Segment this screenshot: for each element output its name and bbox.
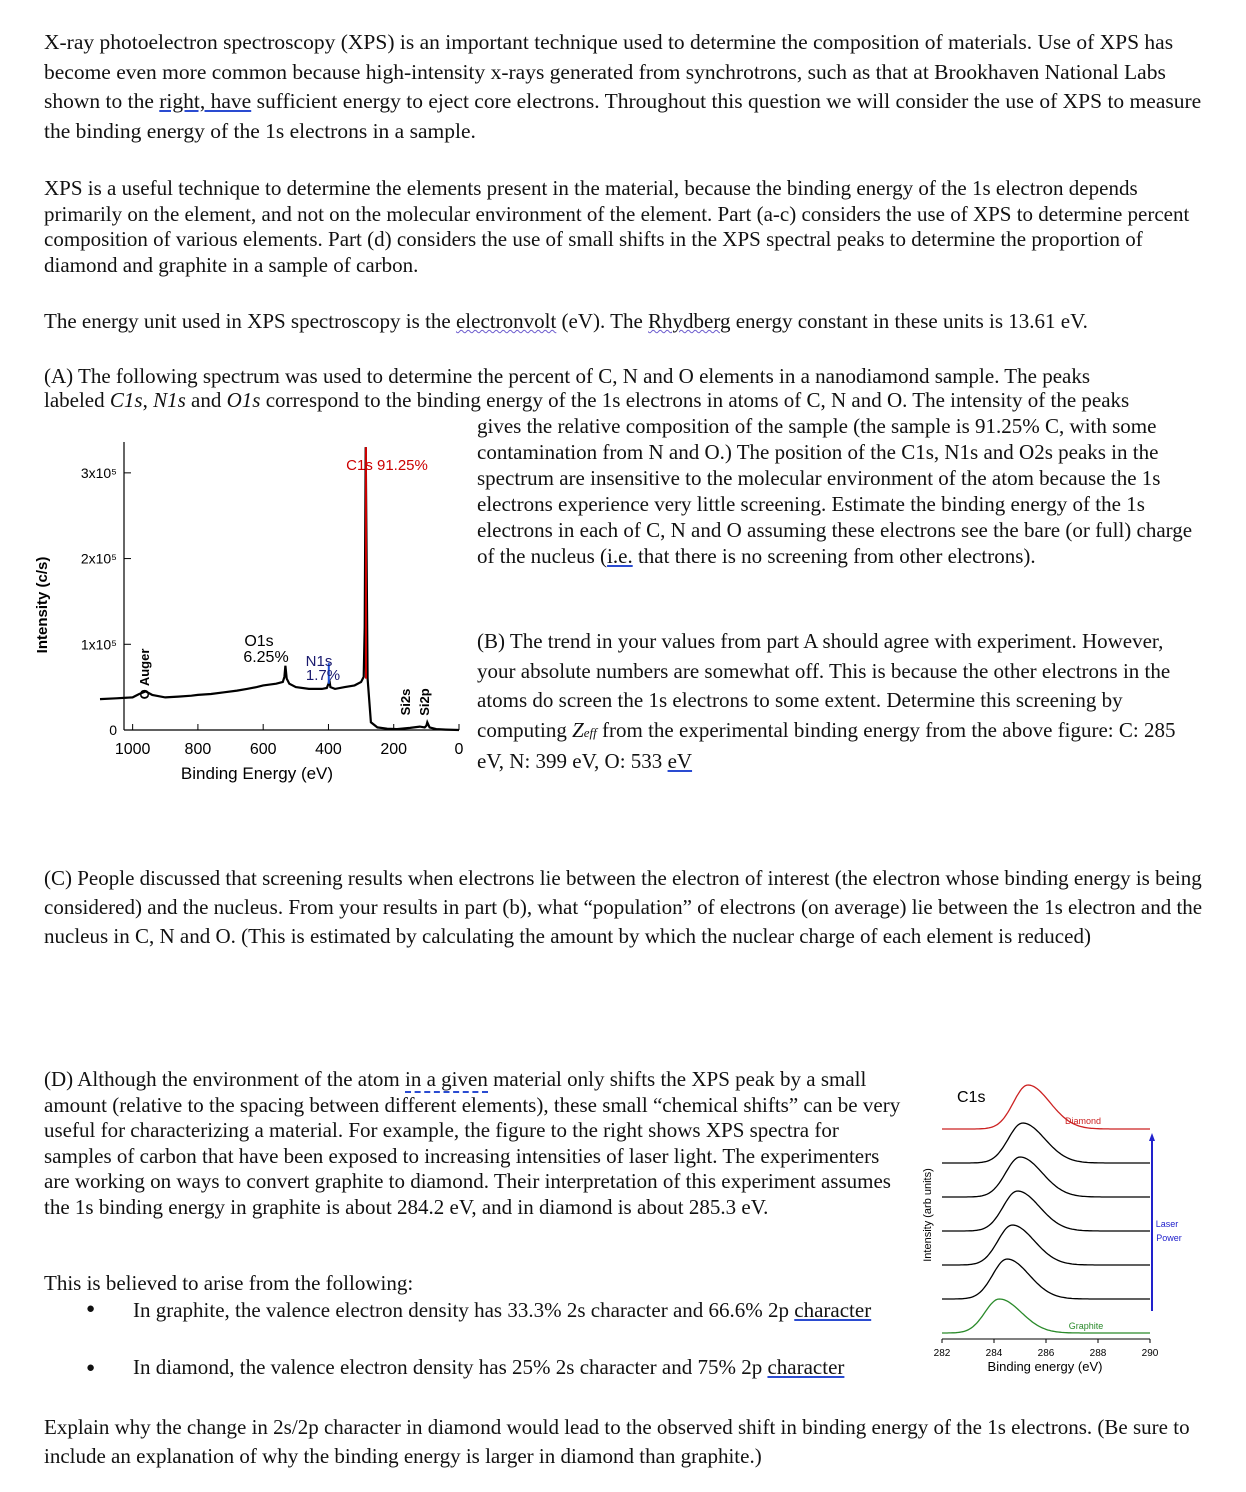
chart1-y-tick-label: 2x10⁵ <box>80 550 117 567</box>
part-d-text <box>44 1067 906 1220</box>
xps-spectrum-chart <box>0 430 475 790</box>
part-a-line-2: labeled C1s, N1s and O1s correspond to the binding energy of the 1s electrons in atoms of C, N and O. The intensity of the peaks <box>44 388 1130 412</box>
chart1-x-tick-label: 400 <box>315 741 342 758</box>
bullet-2-link[interactable]: character <box>767 1355 845 1379</box>
bullet-1-main: In graphite, the valence electron density has 33.3% 2s character and 66.6% 2p <box>133 1298 795 1322</box>
n1s-annotation: N1s <box>305 653 333 670</box>
part-a-labeled: labeled <box>44 388 110 412</box>
chart1-y-tick-label: 1x10⁵ <box>80 636 117 653</box>
part-d-believed <box>44 1270 904 1297</box>
chart1-x-tick-label: 600 <box>249 741 277 758</box>
part-a-line-1-text: (A) The following spectrum was used to determine the percent of C, N and O elements in a nanodiamond sample. The peaks <box>44 364 1091 388</box>
believed-text: This is believed to arise from the following: <box>44 1271 414 1295</box>
bullet-dot-1 <box>86 1296 95 1323</box>
diamond-label: Diamond <box>1064 1116 1102 1126</box>
word-electronvolt: electronvolt <box>455 309 557 333</box>
chart2-y-title: Intensity (arb units) <box>922 1168 934 1262</box>
part-a-side-main: gives the relative composition of the sample (the sample is 91.25% C, with some contamination from N and O.) The position of the C1s, N1s and O2s peaks in the spectrum are insensitive to the molecular environment of the atom because the 1s electrons experience very little screening. Estimate the binding energy of the 1s electrons in each of C, N and O assuming these electrons see the bare (or full) charge of the nucleus ( <box>477 414 1193 568</box>
part-a-side-end: that there is no screening from other electrons). <box>632 544 1036 568</box>
part-a-side-text <box>477 413 1207 569</box>
bullet-1-link[interactable]: character <box>794 1298 872 1322</box>
si2s-annotation: Si2s <box>398 688 413 716</box>
chart1-x-tick-label: 1000 <box>114 741 151 758</box>
chart2-x-tick-label: 288 <box>1089 1348 1107 1359</box>
o1s-label: O1s <box>226 388 261 412</box>
intro-paragraph-2 <box>44 176 1204 278</box>
word-rhydberg: Rhydberg <box>648 309 731 333</box>
chart1-axes <box>124 442 458 730</box>
intro-p3-text-c: energy constant in these units is 13.61 eV. <box>730 309 1088 333</box>
o1s-percent-annotation: 6.25% <box>243 649 289 666</box>
chart2-x-tick-label: 290 <box>1141 1348 1159 1359</box>
in-a-given-link[interactable]: in a given <box>405 1067 488 1091</box>
part-b-values: from the experimental binding energy from the above figure: C: 285 eV, N: 399 eV, O: 533 <box>477 717 1176 773</box>
chart2-x-tick-label: 284 <box>985 1348 1003 1359</box>
intro-p3-text-b: (eV). The <box>556 309 649 333</box>
intro-paragraph-1 <box>44 28 1204 146</box>
chart1-x-tick-label: 0 <box>454 741 464 758</box>
part-b-main: (B) The trend in your values from part A should agree with experiment. However, your absolute numbers are somewhat off. This is because the other electrons in the atoms do screen the 1s electrons to some extent. Determine this screening by computing <box>477 629 1171 742</box>
chart1-y-tick-label: 3x10⁵ <box>80 464 117 481</box>
bullet-symbol-1: ● <box>86 1301 96 1317</box>
chart1-y-tick-label: 0 <box>109 722 117 738</box>
chart2-x-tick-label: 282 <box>933 1348 951 1359</box>
intro-p1-text-b: sufficient energy to eject core electrons. Throughout this question we will consider the use of XPS to measure the binding energy of the 1s electrons in a sample. <box>44 89 1202 143</box>
intro-paragraph-3 <box>44 308 1204 335</box>
chart1-x-tick-label: 800 <box>184 741 212 758</box>
part-d-text-a: (D) Although the environment of the atom <box>44 1067 406 1091</box>
graphite-label: Graphite <box>1068 1321 1104 1331</box>
zeff-z: Z <box>572 717 584 742</box>
chart1-x-tick-label: 200 <box>380 741 408 758</box>
part-c-main: (C) People discussed that screening results when electrons lie between the electron of interest (the electron whose binding energy is being considered) and the nucleus. From your results in part (b), what “population” of electrons (on average) lie between the 1s electron and the nucleus in C, N and O. (This is estimated by calculating the amount by which the nuclear charge of each element is reduced) <box>44 866 1203 948</box>
bullet-dot-2 <box>86 1355 95 1382</box>
bullet-2-main: In diamond, the valence electron density has 25% 2s character and 75% 2p <box>133 1355 768 1379</box>
chart2-axis <box>934 1339 1159 1359</box>
and-word: and <box>191 388 222 412</box>
ie-link[interactable]: i.e. <box>607 544 633 568</box>
part-a-line-1 <box>44 364 1214 388</box>
part-b-text <box>477 627 1207 777</box>
part-d-text-b: material only shifts the XPS peak by a small amount (relative to the spacing between different elements), these small “chemical shifts” can be very useful for characterizing a material. For example, the figure to the right shows XPS spectra for samples of carbon that have been exposed to increasing intensities of laser light. The experimenters are working on ways to convert graphite to diamond. Their interpretation of this experiment assumes the 1s binding energy in graphite is about 284.2 eV, and in diamond is about 285.3 eV. <box>44 1067 901 1219</box>
spectrum-line <box>100 447 459 730</box>
o1s-annotation: O1s <box>244 633 274 650</box>
bullet-1-text <box>133 1296 903 1324</box>
c1s-traces <box>942 1085 1150 1333</box>
c1s-peak-label: C1s <box>957 1089 986 1106</box>
intro-p2-text: XPS is a useful technique to determine the elements present in the material, because the binding energy of the 1s electron depends primarily on the element, and not on the molecular environment of the element. Part (a-c) considers the use of XPS to determine percent composition of various elements. Part (d) considers the use of small shifts in the XPS spectral peaks to determine the proportion of diamond and graphite in a sample of carbon. <box>44 176 1190 277</box>
n1s-label: N1s <box>153 388 186 412</box>
intro-p1-text-a: X-ray photoelectron spectroscopy (XPS) is an important technique used to determine the composition of materials. Use of XPS has become even more common because high-intensity x-rays generated from synchrotrons, such as that at Brookhaven National Labs shown to the <box>44 30 1174 113</box>
n1s-percent-annotation: 1.7% <box>305 667 341 684</box>
chart1-x-title: Binding Energy (eV) <box>180 764 334 783</box>
o-auger-annotation: O Auger <box>137 648 152 700</box>
c1s-label: C1s <box>109 388 143 412</box>
final-question-text: Explain why the change in 2s/2p character in diamond would lead to the observed shift in binding energy of the 1s electrons. (Be sure to include an explanation of why the binding energy is larger in diamond than graphite.) <box>44 1415 1190 1468</box>
bullet-symbol-2: ● <box>86 1360 96 1376</box>
power-label: Power <box>1156 1233 1182 1243</box>
zeff-sub: eff <box>583 724 597 740</box>
intro-p1-link[interactable]: right, have <box>159 89 252 113</box>
si2p-annotation: Si2p <box>417 688 432 716</box>
part-a-line-2-rest: correspond to the binding energy of the 1s electrons in atoms of C, N and O. The intensity of the peaks <box>260 388 1130 412</box>
part-c-text <box>44 864 1209 951</box>
ev-link[interactable]: eV <box>667 749 693 773</box>
c1s-trace <box>942 1299 1150 1333</box>
intro-p3-text-a: The energy unit used in XPS spectroscopy is the <box>44 309 456 333</box>
final-question <box>44 1413 1209 1471</box>
chart1-y-title: Intensity (c/s) <box>34 556 51 654</box>
chart2-x-tick-label: 286 <box>1037 1348 1055 1359</box>
chart2-x-title: Binding energy (eV) <box>987 1359 1103 1374</box>
c1s-annotation: C1s 91.25% <box>346 457 428 474</box>
laser-label: Laser <box>1155 1219 1179 1229</box>
c1s-laser-chart <box>915 1075 1182 1385</box>
laser-power-arrowhead <box>1149 1133 1155 1141</box>
bullet-2-text <box>133 1354 933 1381</box>
